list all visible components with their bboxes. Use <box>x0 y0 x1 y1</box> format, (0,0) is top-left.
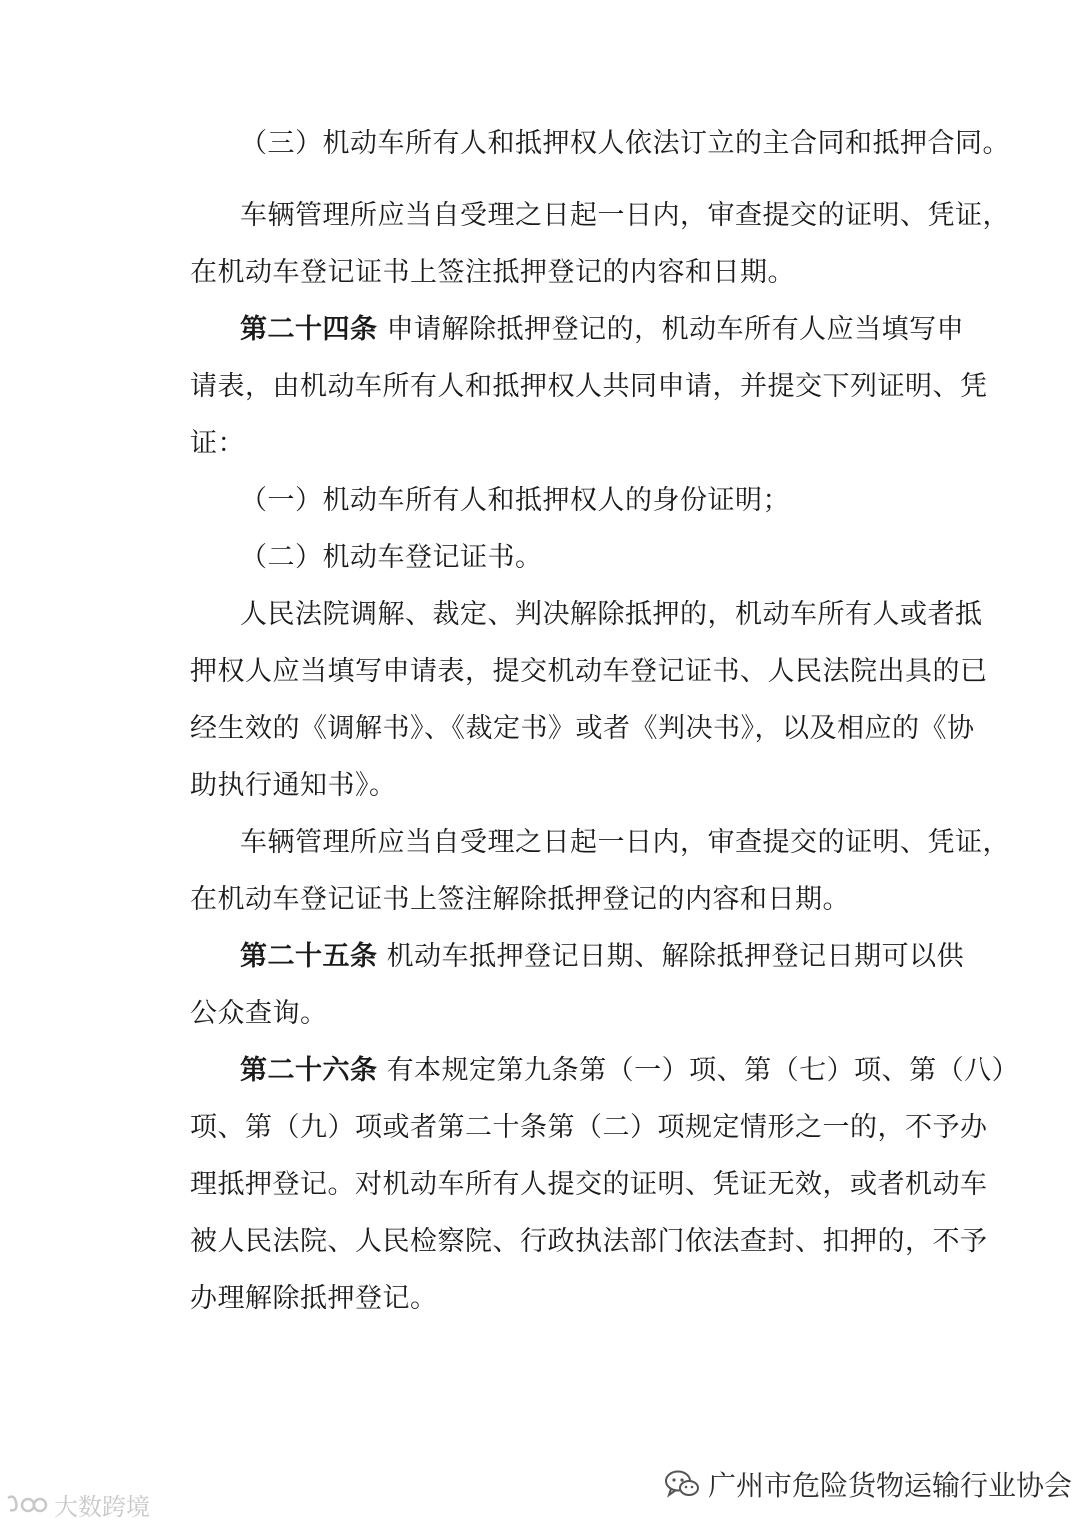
article-heading: 第二十五条 <box>240 941 378 972</box>
line-text: 在机动车登记证书上签注解除抵押登记的内容和日期。 <box>190 884 850 915</box>
line-text: 车辆管理所应当自受理之日起一日内，审查提交的证明、凭证， <box>240 827 1010 858</box>
doc-line-21 <box>190 1279 438 1319</box>
doc-line-3 <box>190 253 795 293</box>
doc-line-13 <box>240 823 1010 863</box>
line-text: 有本规定第九条第（一）项、第（七）项、第（八） <box>386 1055 1020 1086</box>
article-25-first-line <box>240 937 964 977</box>
doc-line-5 <box>190 367 988 407</box>
line-text: 在机动车登记证书上签注抵押登记的内容和日期。 <box>190 257 795 288</box>
brand-name: 大数跨境 <box>54 1492 150 1521</box>
line-text: 经生效的《调解书》、《裁定书》或者《判决书》，以及相应的《协 <box>190 713 975 744</box>
doc-line-10 <box>190 652 988 692</box>
doc-line-18 <box>190 1108 988 1148</box>
line-text: （二）机动车登记证书。 <box>240 542 543 573</box>
doc-line-11 <box>190 709 975 749</box>
doc-line-2 <box>240 196 1010 236</box>
line-text: 人民法院调解、裁定、判决解除抵押的，机动车所有人或者抵 <box>240 599 983 630</box>
article-heading: 第二十六条 <box>240 1055 378 1086</box>
line-text: 机动车抵押登记日期、解除抵押登记日期可以供 <box>386 941 965 972</box>
line-text: 请表，由机动车所有人和抵押权人共同申请，并提交下列证明、凭 <box>190 371 988 402</box>
line-text: 车辆管理所应当自受理之日起一日内，审查提交的证明、凭证， <box>240 200 1010 231</box>
line-text: 项、第（九）项或者第二十条第（二）项规定情形之一的，不予办 <box>190 1112 988 1143</box>
brand-logo-icon <box>4 1492 48 1516</box>
doc-line-16 <box>190 994 328 1034</box>
line-text: 押权人应当填写申请表，提交机动车登记证书、人民法院出具的已 <box>190 656 988 687</box>
line-text: 办理解除抵押登记。 <box>190 1283 438 1314</box>
doc-line-20 <box>190 1222 988 1262</box>
line-text: （三）机动车所有人和抵押权人依法订立的主合同和抵押合同。 <box>240 128 1010 159</box>
wechat-account-watermark <box>664 1464 1072 1504</box>
line-text: 公众查询。 <box>190 998 328 1029</box>
line-text: 证： <box>190 428 245 459</box>
doc-line-12 <box>190 766 397 806</box>
line-text: 申请解除抵押登记的，机动车所有人应当填写申 <box>386 314 965 345</box>
wechat-icon <box>664 1469 700 1499</box>
doc-line-19 <box>190 1165 988 1205</box>
doc-line-1 <box>240 124 1010 164</box>
article-24-first-line <box>240 310 964 350</box>
doc-line-7 <box>240 481 790 521</box>
article-26-first-line <box>240 1051 1019 1091</box>
doc-line-8 <box>240 538 543 578</box>
article-heading: 第二十四条 <box>240 314 378 345</box>
doc-line-6 <box>190 424 245 464</box>
line-text: 理抵押登记。对机动车所有人提交的证明、凭证无效，或者机动车 <box>190 1169 988 1200</box>
line-text: 被人民法院、人民检察院、行政执法部门依法查封、扣押的，不予 <box>190 1226 988 1257</box>
brand-watermark <box>4 1484 150 1524</box>
doc-line-14 <box>190 880 850 920</box>
doc-line-9 <box>240 595 983 635</box>
line-text: 助执行通知书》。 <box>190 770 397 801</box>
wechat-account-name: 广州市危险货物运输行业协会 <box>708 1469 1073 1502</box>
line-text: （一）机动车所有人和抵押权人的身份证明； <box>240 485 790 516</box>
